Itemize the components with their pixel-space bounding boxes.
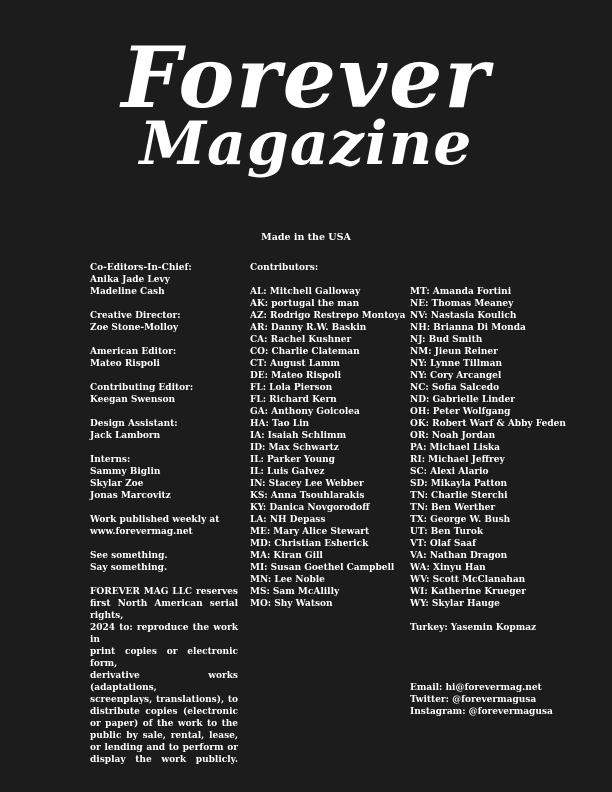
staff-role: Contributing Editor: [90,383,194,393]
contributor-entry: NY: Lynne Tillman [410,359,503,369]
contributor-entry: TN: Charlie Sterchi [410,491,508,501]
contributor-entry: NY: Cory Arcangel [410,371,502,381]
contributor-entry: PA: Michael Liska [410,443,500,453]
contributor-entry: NH: Brianna Di Monda [410,323,526,333]
contributor-entry: DE: Mateo Rispoli [250,371,342,381]
legal-line: or lending and to perform or [90,743,238,753]
staff-block [90,310,238,334]
contributor-entry: NE: Thomas Meaney [410,299,514,309]
contact-line[interactable]: Email: hi@forevermag.net [410,683,542,693]
contributor-entry: MN: Lee Noble [250,575,325,585]
contributor-entry: HA: Tao Lin [250,419,310,429]
contributor-entry: WV: Scott McClanahan [410,575,526,585]
contributor-entry: NV: Nastasia Koulich [410,311,517,321]
contributor-entry: MD: Christian Esherick [250,539,369,549]
contributor-entry: FL: Richard Kern [250,395,337,405]
contributor-entry: AZ: Rodrigo Restrepo Montoya [250,311,406,321]
contributor-entry: SC: Alexi Alario [410,467,489,477]
logo-forever: Forever [121,28,491,127]
staff-role: Co-Editors-In-Chief: [90,263,192,273]
contributor-entry: UT: Ben Turok [410,527,484,537]
contributor-entry: AK: portugal the man [250,299,360,309]
contributors-column-1 [250,262,406,610]
legal-line: or paper) of the work to the [90,719,238,729]
staff-block [90,382,238,406]
contributor-entry: IL: Parker Young [250,455,335,465]
legal-line: 2024 to: reproduce the work in [90,623,238,645]
contributor-entry: VA: Nathan Dragon [410,551,508,561]
logo-magazine: Magazine [139,109,473,179]
legal-line: public by sale, rental, lease, [90,731,238,741]
contributor-entry: MI: Susan Goethel Campbell [250,563,395,573]
publishing-text: Work published weekly at [90,515,220,525]
contributor-entry: MA: Kiran Gill [250,551,323,561]
contact-line[interactable]: Instagram: @forevermagusa [410,707,553,717]
staff-name: Sammy Biglin [90,467,161,477]
contributor-entry: ME: Mary Alice Stewart [250,527,370,537]
contributor-entry: ID: Max Schwartz [250,443,339,453]
staff-role: Interns: [90,455,131,465]
contributors-heading: Contributors: [250,263,319,273]
contributor-entry: TN: Ben Werther [410,503,496,513]
staff-name: Jack Lamborn [90,431,161,441]
contributor-entry: KS: Anna Tsouhlarakis [250,491,365,501]
contributor-entry: MO: Shy Watson [250,599,333,609]
staff-name: Jonas Marcovitz [90,491,171,501]
contributor-entry: GA: Anthony Goicolea [250,407,360,417]
legal-line: distribute copies (electronic [90,707,238,717]
contact-info [410,682,575,718]
staff-role: Design Assistant: [90,419,178,429]
staff-block [90,418,238,442]
contributor-entry: NC: Sofia Salcedo [410,383,500,393]
legal-line: display the work publicly. [90,755,238,765]
contributor-entry: AR: Danny R.W. Baskin [250,323,367,333]
staff-column [90,262,238,766]
contributor-entry: LA: NH Depass [250,515,326,525]
contributor-entry: FL: Lola Pierson [250,383,333,393]
contributor-entry: MS: Sam McAlilly [250,587,340,597]
staff-role: Creative Director: [90,311,181,321]
contributor-entry: NJ: Bud Smith [410,335,483,345]
contributor-entry: CT: August Lamm [250,359,340,369]
contributor-entry: WY: Skylar Hauge [410,599,500,609]
website-link[interactable]: www.forevermag.net [90,527,193,537]
contributor-entry: OH: Peter Wolfgang [410,407,511,417]
contributor-entry: OR: Noah Jordan [410,431,496,441]
see-something-line: See something. [90,551,168,561]
contributor-entry: CO: Charlie Clateman [250,347,360,357]
contributors-list-2 [410,286,575,610]
contributor-entry: IN: Stacey Lee Webber [250,479,364,489]
contributor-entry: AL: Mitchell Galloway [250,287,361,297]
contributor-entry: IL: Luis Galvez [250,467,325,477]
contributor-entry: TX: George W. Bush [410,515,511,525]
legal-line: screenplays, translations), to [90,695,238,705]
publishing-info [90,514,238,538]
contributors-list-1 [250,286,406,610]
staff-block [90,262,238,298]
tagline: Made in the USA [261,232,351,243]
staff-block [90,346,238,370]
see-something-line: Say something. [90,563,168,573]
see-something [90,550,238,574]
contributor-entry: OK: Robert Warf & Abby Feden [410,419,566,429]
magazine-logo [0,28,612,179]
staff-name: Mateo Rispoli [90,359,160,369]
contributor-entry: SD: Mikayla Patton [410,479,508,489]
contributor-entry: CA: Rachel Kushner [250,335,352,345]
legal-line: FOREVER MAG LLC reserves [90,587,238,597]
contributor-entry: WI: Katherine Krueger [410,587,527,597]
legal-notice [90,586,238,766]
contributor-entry: IA: Isaiah Schlimm [250,431,347,441]
staff-role: American Editor: [90,347,177,357]
contributors-column-2 [410,286,575,718]
contributor-entry: KY: Danica Novgorodoff [250,503,370,513]
international-contributor: Turkey: Yasemin Kopmaz [410,623,537,633]
contributor-entry: VT: Olaf Saaf [410,539,476,549]
contributor-entry: RI: Michael Jeffrey [410,455,505,465]
legal-line: print copies or electronic form, [90,647,238,669]
legal-line: derivative works (adaptations, [90,671,238,693]
contact-line[interactable]: Twitter: @forevermagusa [410,695,537,705]
staff-name: Madeline Cash [90,287,165,297]
contributor-entry: MT: Amanda Fortini [410,287,512,297]
staff-name: Zoe Stone-Molloy [90,323,179,333]
contributor-entry: ND: Gabrielle Linder [410,395,515,405]
contributor-entry: WA: Xinyu Han [410,563,486,573]
legal-line: first North American serial rights, [90,599,238,621]
staff-name: Skylar Zoe [90,479,144,489]
staff-block [90,454,238,502]
contributor-entry: NM: Jieun Reiner [410,347,498,357]
staff-name: Keegan Swenson [90,395,176,405]
staff-name: Anika Jade Levy [90,275,170,285]
